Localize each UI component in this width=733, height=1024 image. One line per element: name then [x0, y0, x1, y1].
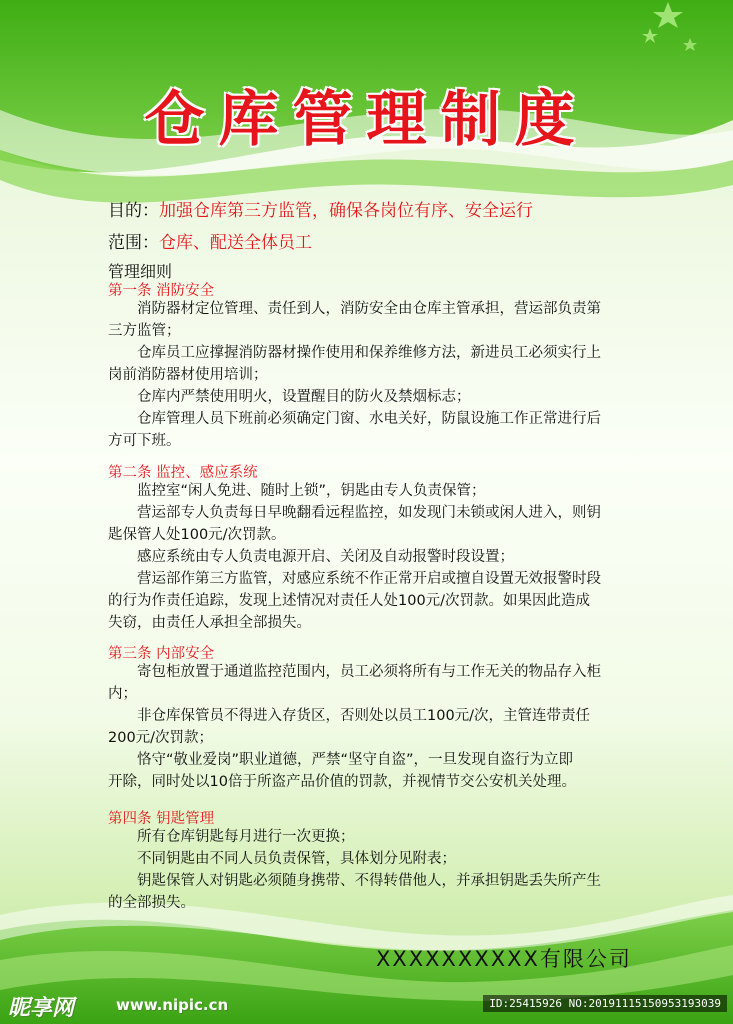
section-line: 的全部损失。	[108, 895, 195, 911]
section-line: 营运部专人负责每日早晚翻看远程监控，如发现门未锁或闲人进入，则钥	[108, 505, 601, 521]
section-line: 仓库管理人员下班前必须确定门窗、水电关好，防鼠设施工作正常进行后	[108, 411, 601, 427]
section-line: 感应系统由专人负责电源开启、关闭及自动报警时段设置；	[108, 549, 514, 565]
section-line: 仓库员工应撑握消防器材操作使用和保养维修方法，新进员工必须实行上	[108, 345, 601, 361]
purpose-line	[108, 196, 533, 221]
section-line: 匙保管人处100元/次罚款。	[108, 527, 286, 543]
section-heading: 第一条 消防安全	[108, 283, 215, 299]
section-line: 恪守“敬业爱岗”职业道德，严禁“坚守自盗”，一旦发现自盗行为立即	[108, 752, 574, 768]
scope-value: 仓库、配送全体员工	[159, 233, 312, 253]
section-line: 内；	[108, 686, 137, 702]
section-line: 的行为作责任追踪，发现上述情况对责任人处100元/次罚款。如果因此造成	[108, 593, 591, 609]
section-line: 非仓库保管员不得进入存货区，否则处以员工100元/次，主管连带责任	[108, 708, 591, 724]
rules-heading: 管理细则	[108, 262, 173, 281]
section-line: 消防器材定位管理、责任到人，消防安全由仓库主管承担，营运部负责第	[108, 301, 601, 317]
section-line: 寄包柜放置于通道监控范围内，员工必须将所有与工作无关的物品存入柜	[108, 664, 601, 680]
section-line: 200元/次罚款；	[108, 730, 214, 746]
watermark-url: www.nipic.cn	[116, 996, 229, 1014]
section-line: 开除，同时处以10倍于所盗产品价值的罚款，并视情节交公安机关处理。	[108, 774, 576, 790]
page-title: 仓库管理制度	[144, 85, 589, 155]
scope-label: 范围：	[108, 233, 159, 253]
purpose-value: 加强仓库第三方监管，确保各岗位有序、安全运行	[159, 201, 533, 221]
section-line: 钥匙保管人对钥匙必须随身携带、不得转借他人，并承担钥匙丢失所产生	[108, 873, 601, 889]
section-line: 三方监管；	[108, 323, 181, 339]
section-line: 方可下班。	[108, 433, 181, 449]
section-line: 监控室“闲人免进、随时上锁”，钥匙由专人负责保管；	[108, 483, 486, 499]
section-line: 所有仓库钥匙每月进行一次更换；	[108, 829, 355, 845]
company-name: XXXXXXXXXX有限公司	[376, 947, 632, 971]
section-heading: 第四条 钥匙管理	[108, 811, 215, 827]
section-heading: 第三条 内部安全	[108, 646, 215, 662]
section-heading: 第二条 监控、感应系统	[108, 465, 258, 481]
watermark-id: ID:25415926 NO:20191115150953193039	[483, 995, 727, 1012]
watermark-logo: 昵享网	[8, 996, 75, 1021]
scope-line	[108, 228, 312, 253]
section-line: 不同钥匙由不同人员负责保管，具体划分见附表；	[108, 851, 456, 867]
section-line: 仓库内严禁使用明火，设置醒目的防火及禁烟标志；	[108, 389, 471, 405]
section-line: 岗前消防器材使用培训；	[108, 367, 268, 383]
section-line: 营运部作第三方监管，对感应系统不作正常开启或擅自设置无效报警时段	[108, 571, 601, 587]
purpose-label: 目的：	[108, 201, 159, 221]
section-line: 失窃，由责任人承担全部损失。	[108, 615, 311, 631]
